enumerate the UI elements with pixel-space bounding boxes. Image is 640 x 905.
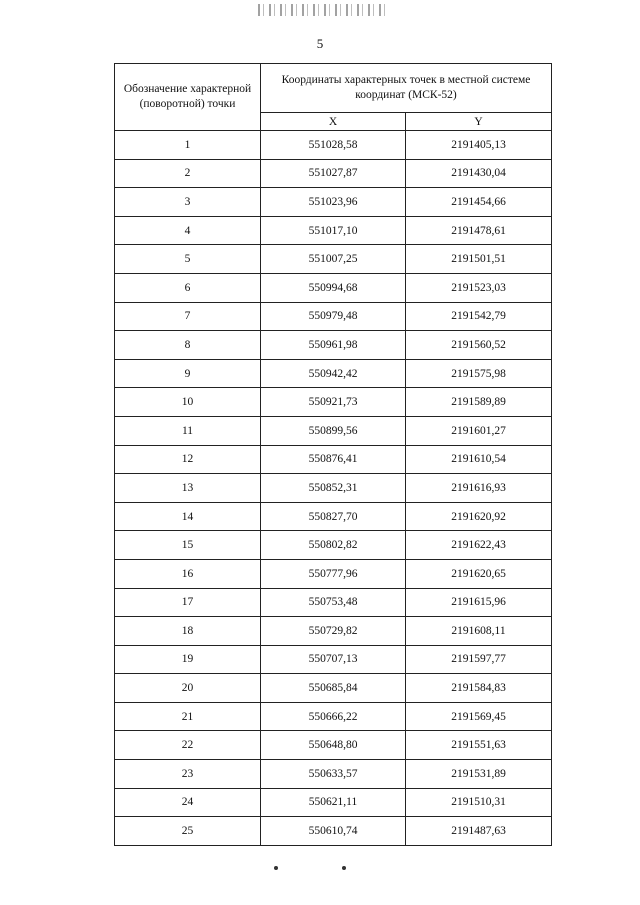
cell-x: 551028,58 — [261, 131, 406, 160]
table-row — [115, 674, 552, 703]
scan-artifact — [274, 866, 278, 870]
table-row — [115, 159, 552, 188]
table-row — [115, 502, 552, 531]
cell-x: 550610,74 — [261, 817, 406, 846]
table-row — [115, 788, 552, 817]
header-coordinates: Координаты характерных точек в местной системе координат (МСК-52) — [261, 64, 552, 113]
cell-x: 551027,87 — [261, 159, 406, 188]
cell-point: 7 — [115, 302, 261, 331]
cell-point: 11 — [115, 416, 261, 445]
cell-y: 2191454,66 — [406, 188, 552, 217]
cell-x: 550707,13 — [261, 645, 406, 674]
cell-x: 550666,22 — [261, 702, 406, 731]
cell-y: 2191620,65 — [406, 559, 552, 588]
cell-point: 25 — [115, 817, 261, 846]
table-row — [115, 731, 552, 760]
cell-point: 24 — [115, 788, 261, 817]
cell-y: 2191531,89 — [406, 760, 552, 789]
cell-x: 550802,82 — [261, 531, 406, 560]
cell-y: 2191478,61 — [406, 216, 552, 245]
cell-point: 16 — [115, 559, 261, 588]
cell-point: 18 — [115, 617, 261, 646]
cell-x: 550729,82 — [261, 617, 406, 646]
table-row — [115, 245, 552, 274]
cell-x: 550942,42 — [261, 359, 406, 388]
table-row — [115, 131, 552, 160]
cell-y: 2191405,13 — [406, 131, 552, 160]
table-row — [115, 388, 552, 417]
cell-point: 2 — [115, 159, 261, 188]
table-row — [115, 188, 552, 217]
cell-y: 2191575,98 — [406, 359, 552, 388]
table-row — [115, 273, 552, 302]
cell-y: 2191597,77 — [406, 645, 552, 674]
coordinates-table — [114, 63, 552, 846]
table-row — [115, 588, 552, 617]
cell-y: 2191622,43 — [406, 531, 552, 560]
table-row — [115, 416, 552, 445]
cell-x: 550899,56 — [261, 416, 406, 445]
cell-point: 13 — [115, 474, 261, 503]
cell-y: 2191510,31 — [406, 788, 552, 817]
cell-x: 550621,11 — [261, 788, 406, 817]
cell-y: 2191615,96 — [406, 588, 552, 617]
table-row — [115, 702, 552, 731]
table-row — [115, 531, 552, 560]
cell-point: 10 — [115, 388, 261, 417]
cell-x: 550648,80 — [261, 731, 406, 760]
cell-x: 550979,48 — [261, 302, 406, 331]
cell-x: 550777,96 — [261, 559, 406, 588]
cell-y: 2191589,89 — [406, 388, 552, 417]
cell-point: 3 — [115, 188, 261, 217]
table-row — [115, 817, 552, 846]
cell-y: 2191584,83 — [406, 674, 552, 703]
cell-point: 20 — [115, 674, 261, 703]
cell-y: 2191560,52 — [406, 331, 552, 360]
cell-point: 21 — [115, 702, 261, 731]
cell-x: 550921,73 — [261, 388, 406, 417]
cell-y: 2191542,79 — [406, 302, 552, 331]
cell-y: 2191551,63 — [406, 731, 552, 760]
header-x: X — [261, 113, 406, 131]
cell-point: 15 — [115, 531, 261, 560]
table-row — [115, 216, 552, 245]
cell-point: 1 — [115, 131, 261, 160]
cell-y: 2191610,54 — [406, 445, 552, 474]
cell-y: 2191620,92 — [406, 502, 552, 531]
table-body — [115, 131, 552, 846]
page-number: 5 — [316, 36, 324, 51]
cell-point: 17 — [115, 588, 261, 617]
table-row — [115, 359, 552, 388]
cell-point: 8 — [115, 331, 261, 360]
table-row — [115, 445, 552, 474]
cell-x: 551017,10 — [261, 216, 406, 245]
cell-x: 550827,70 — [261, 502, 406, 531]
cell-y: 2191601,27 — [406, 416, 552, 445]
cell-y: 2191430,04 — [406, 159, 552, 188]
cell-x: 550633,57 — [261, 760, 406, 789]
cell-x: 550852,31 — [261, 474, 406, 503]
cell-point: 14 — [115, 502, 261, 531]
cell-point: 22 — [115, 731, 261, 760]
cell-x: 551007,25 — [261, 245, 406, 274]
table-row — [115, 760, 552, 789]
cell-x: 550685,84 — [261, 674, 406, 703]
table-row — [115, 645, 552, 674]
cell-point: 19 — [115, 645, 261, 674]
scan-artifact — [342, 866, 346, 870]
cell-point: 6 — [115, 273, 261, 302]
cell-x: 550994,68 — [261, 273, 406, 302]
header-y: Y — [406, 113, 552, 131]
cell-y: 2191487,63 — [406, 817, 552, 846]
cell-y: 2191569,45 — [406, 702, 552, 731]
cell-y: 2191523,03 — [406, 273, 552, 302]
cell-y: 2191501,51 — [406, 245, 552, 274]
cell-x: 550876,41 — [261, 445, 406, 474]
cell-x: 550753,48 — [261, 588, 406, 617]
cell-point: 23 — [115, 760, 261, 789]
cell-point: 9 — [115, 359, 261, 388]
table-row — [115, 302, 552, 331]
scan-artifact — [258, 4, 388, 16]
table-row — [115, 474, 552, 503]
header-point-designation: Обозначение характерной (поворотной) точки — [115, 64, 261, 131]
cell-point: 5 — [115, 245, 261, 274]
cell-y: 2191608,11 — [406, 617, 552, 646]
table-row — [115, 559, 552, 588]
cell-y: 2191616,93 — [406, 474, 552, 503]
table-row — [115, 617, 552, 646]
cell-point: 12 — [115, 445, 261, 474]
table-row — [115, 331, 552, 360]
cell-x: 551023,96 — [261, 188, 406, 217]
cell-x: 550961,98 — [261, 331, 406, 360]
cell-point: 4 — [115, 216, 261, 245]
